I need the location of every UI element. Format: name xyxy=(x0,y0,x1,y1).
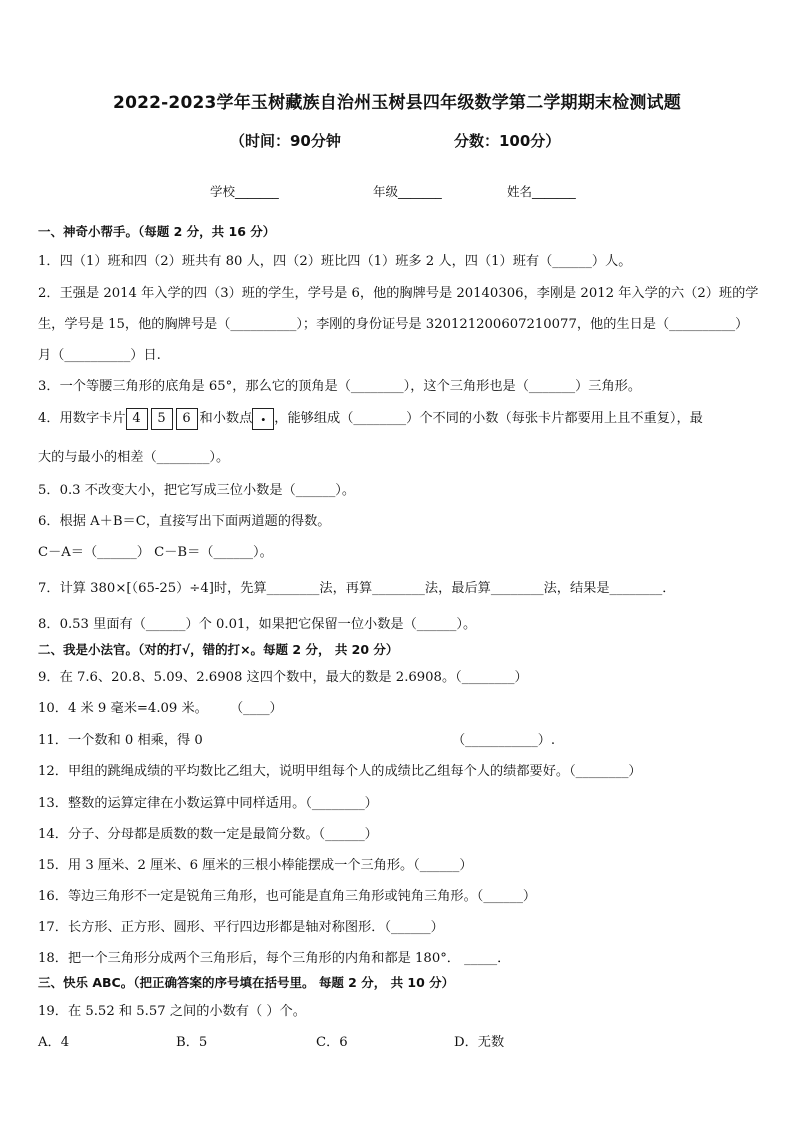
exam-score: 分数：100分） xyxy=(454,132,561,150)
question-2-line-1: 2．王强是 2014 年入学的四（3）班的学生，学号是 6，他的胸牌号是 20140306，李刚是 2012 年入学的六（2）班的学 xyxy=(38,286,759,301)
question-4-line-2: 大的与最小的相差（________）。 xyxy=(38,450,230,465)
question-18: 18．把一个三角形分成两个三角形后，每个三角形的内角和都是 180°． _____． xyxy=(38,951,511,966)
question-11: 11．一个数和 0 相乘，得 0 xyxy=(38,733,203,748)
question-14: 14．分子、分母都是质数的数一定是最简分数。（______） xyxy=(38,827,378,842)
exam-title: 2022-2023学年玉树藏族自治州玉树县四年级数学第二学期期末检测试题 xyxy=(113,93,681,113)
question-10-blank: （____） xyxy=(230,701,283,716)
question-9: 9．在 7.6、20.8、5.09、2.6908 这四个数中，最大的数是 2.6908。（________） xyxy=(38,670,528,685)
school-field: 学校_______ xyxy=(210,184,279,199)
option-d: D．无数 xyxy=(454,1035,505,1050)
question-2-line-2: 生，学号是 15，他的胸牌号是（__________）；李刚的身份证号是 320121200607210077，他的生日是（__________） xyxy=(38,317,749,332)
option-a: A．4 xyxy=(38,1035,70,1050)
question-4-suffix: ，能够组成（________）个不同的小数（每张卡片都要用上且不重复），最 xyxy=(274,411,703,426)
question-17: 17．长方形、正方形、圆形、平行四边形都是轴对称图形．（______） xyxy=(38,920,444,935)
question-11-blank: （___________）. xyxy=(452,733,556,748)
question-10: 10．4 米 9 毫米=4.09 米。 xyxy=(38,701,208,716)
question-4-mid: 和小数点 xyxy=(199,411,253,426)
question-19: 19．在 5.52 和 5.57 之间的小数有（ ）个。 xyxy=(38,1004,306,1019)
digit-card-4: 4 xyxy=(126,408,148,430)
question-4-prefix: 4．用数字卡片 xyxy=(38,411,126,426)
option-b: B．5 xyxy=(176,1035,208,1050)
question-15: 15．用 3 厘米、2 厘米、6 厘米的三根小棒能摆成一个三角形。（______） xyxy=(38,858,473,873)
question-6: 6．根据 A＋B＝C，直接写出下面两道题的得数。 xyxy=(38,514,331,529)
question-13: 13．整数的运算定律在小数运算中同样适用。（________） xyxy=(38,796,378,811)
question-6-answers: C－A＝（______） C－B＝（______）。 xyxy=(38,545,273,560)
question-7: 7．计算 380×[（65-25）÷4]时，先算________法，再算________法，最后算________法，结果是________． xyxy=(38,581,676,596)
exam-time: （时间：90分钟 xyxy=(230,132,341,150)
question-1: 1．四（1）班和四（2）班共有 80 人，四（2）班比四（1）班多 2 人，四（1）班有（______）人。 xyxy=(38,254,632,269)
decimal-point-card: . xyxy=(252,408,274,430)
question-3: 3．一个等腰三角形的底角是 65°，那么它的顶角是（________），这个三角形也是（_______）三角形。 xyxy=(38,379,642,394)
question-5: 5．0.3 不改变大小，把它写成三位小数是（______）。 xyxy=(38,483,356,498)
grade-field: 年级_______ xyxy=(373,184,442,199)
question-4-line-1 xyxy=(38,407,758,430)
digit-card-5: 5 xyxy=(151,408,173,430)
name-field: 姓名_______ xyxy=(507,184,576,199)
question-16: 16．等边三角形不一定是锐角三角形，也可能是直角三角形或钝角三角形。（______） xyxy=(38,889,537,904)
question-8: 8．0.53 里面有（______）个 0.01，如果把它保留一位小数是（______）。 xyxy=(38,617,477,632)
question-12: 12．甲组的跳绳成绩的平均数比乙组大，说明甲组每个人的成绩比乙组每个人的绩都要好。（________） xyxy=(38,764,642,779)
option-c: C．6 xyxy=(316,1035,348,1050)
section-3-heading: 三、快乐 ABC。（把正确答案的序号填在括号里。 每题 2 分， 共 10 分） xyxy=(38,975,455,990)
digit-card-6: 6 xyxy=(176,408,198,430)
section-1-heading: 一、神奇小帮手。（每题 2 分，共 16 分） xyxy=(38,224,276,239)
section-2-heading: 二、我是小法官。（对的打√，错的打×。每题 2 分， 共 20 分） xyxy=(38,642,399,657)
question-2-line-3: 月（__________）日. xyxy=(38,348,161,363)
